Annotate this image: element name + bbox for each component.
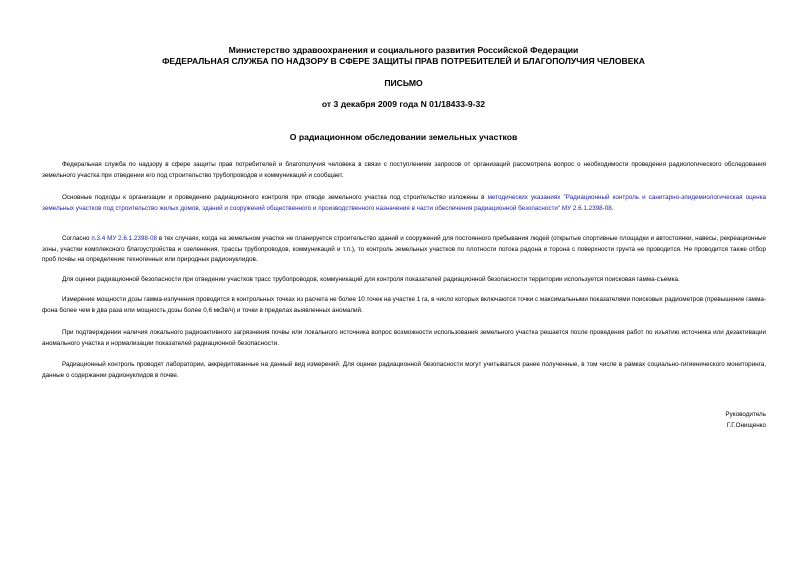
document-type: ПИСЬМО (384, 78, 423, 88)
paragraph-6 (42, 328, 766, 349)
paragraph-7-text: Радиационный контроль проводят лаборатории, аккредитованные на данный вид измерений. Для оценки радиационной безопасности могут учитываться ранее полученные, в том числе в рамках социально-гигиенического мониторинга, данные о содержании радионуклидов в почве. (42, 361, 766, 379)
document-subject: О радиационном обследовании земельных участков (289, 132, 518, 142)
paragraph-6-text: При подтверждении наличия локального радиоактивного загрязнения почвы или локального источника вопрос возможности использования земельного участка решается после проведения работ по изъятию источника или дезактивации аномального участка и нормализации показателей радиационной безопасности. (42, 329, 766, 347)
paragraph-4 (42, 275, 766, 286)
document-date-number: от 3 декабря 2009 года N 01/18433-9-32 (321, 99, 486, 109)
clause-3-4-link[interactable]: п.3.4 МУ 2.6.1.2398-08 (91, 235, 158, 242)
ministry-title: Министерство здравоохранения и социального развития Российской Федерации (228, 45, 579, 55)
paragraph-3-text-before: Согласно (62, 235, 92, 242)
paragraph-2-text-after: . (611, 204, 614, 212)
paragraph-1-text: Федеральная служба по надзору в сфере защиты прав потребителей и благополучия человека в связи с поступлением запросов от организаций рассмотрела вопрос о необходимости проведения радиологического обследования земельного участка при отведении его под строительство трубопроводов и коммуникаций и сообщает. (42, 161, 766, 179)
paragraph-2 (42, 193, 766, 214)
service-title: ФЕДЕРАЛЬНАЯ СЛУЖБА ПО НАДЗОРУ В СФЕРЕ ЗАЩИТЫ ПРАВ ПОТРЕБИТЕЛЕЙ И БЛАГОПОЛУЧИЯ ЧЕЛОВЕКА (162, 56, 645, 66)
paragraph-1 (42, 160, 766, 181)
paragraph-7 (42, 360, 766, 381)
paragraph-2-text-before: Основные подходы к организации и проведению радиационного контроля при отводе земельного участка под строительство изложены в (62, 194, 488, 201)
signatory-position: Руководитель (725, 411, 766, 418)
paragraph-3-text-after: в тех случаях, когда на земельном участке не планируется строительство зданий и сооружений для постоянного пребывания людей (открытые спортивные площадки и автостоянки, навесы, рекреационные зоны, участки комплексного благоустройства и озеленения, трассы трубопроводов, коммуникаций и т.п.), то контроль земельных участков по плотности потока радона и торона с поверхности грунта не проводится. Не проводится также отбор проб почвы на определение техногенных или природных радионуклидов. (42, 235, 766, 263)
signatory-name: Г.Г.Онищенко (726, 422, 766, 429)
methodical-guidelines-link[interactable]: методических указаниях "Радиационный контроль и санитарно-эпидемиологическая оценка земельных участков под строительство жилых домов, зданий и сооружений общественного и производственного назначения в части обеспечения радиационной безопасности" МУ 2.6.1.2398-08 (42, 194, 766, 212)
paragraph-5 (42, 295, 766, 316)
paragraph-3 (42, 234, 766, 266)
paragraph-4-text: Для оценки радиационной безопасности при отведении участков трасс трубопроводов, коммуникаций для контроля показателей радиационной безопасности территории используется поисковая гамма-съемка. (62, 276, 680, 283)
paragraph-5-text: Измерение мощности дозы гамма-излучения проводится в контрольных точках из расчета не более 10 точек на участке 1 га, в число которых включаются точки с максимальными показателями поисковых радиометров (превышение гамма-фона более чем в два раза или мощность дозы более 0,6 мкЗв/ч) и точки в пределах выявленных аномалий. (42, 296, 766, 314)
